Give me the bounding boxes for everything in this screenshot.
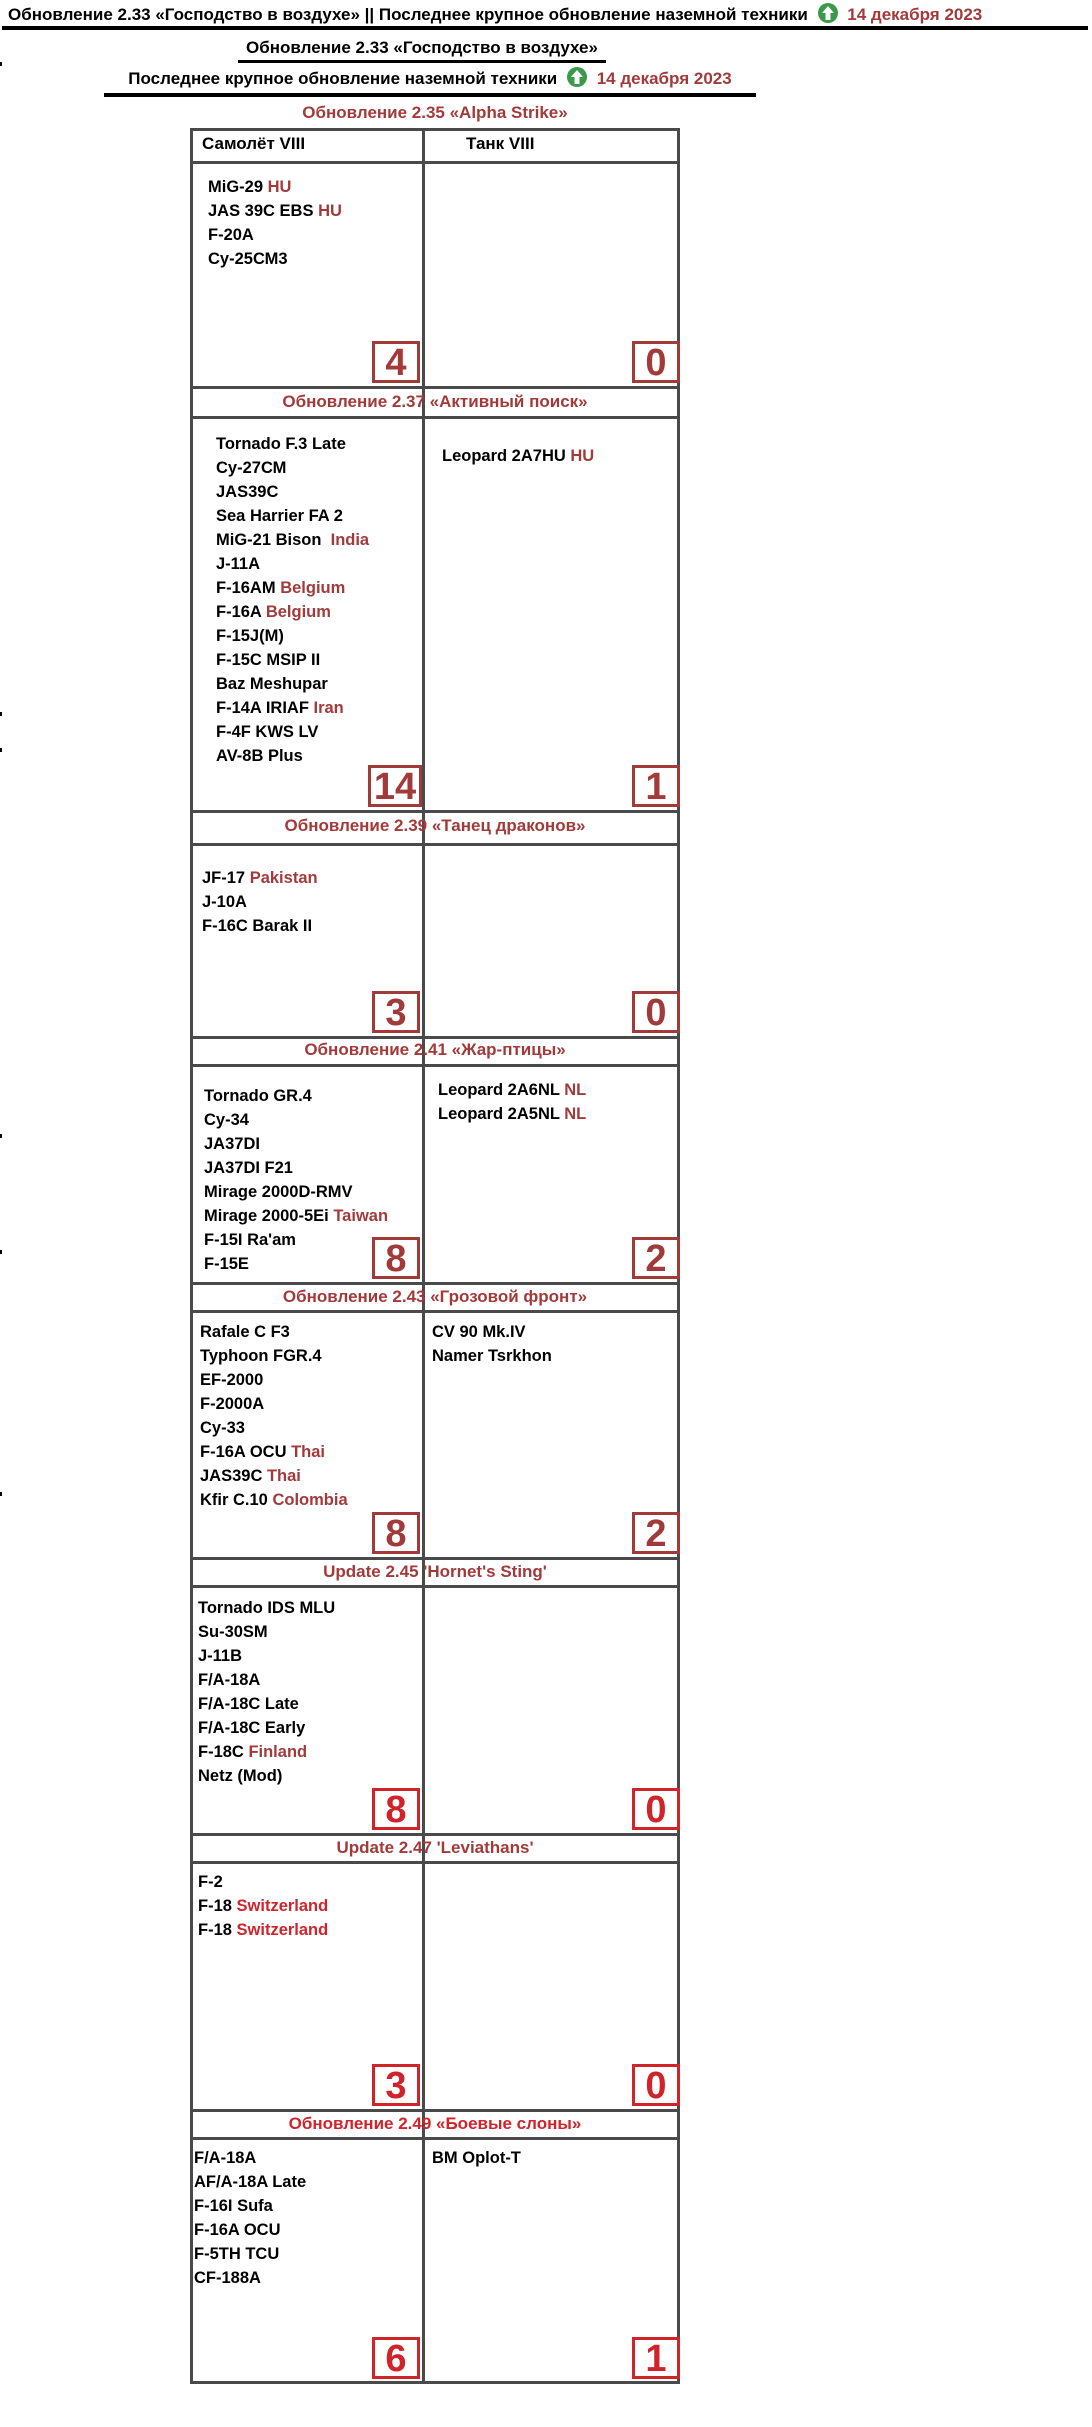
section-divider	[190, 1833, 680, 1836]
list-item: F-15J(M)	[216, 627, 284, 645]
section-divider	[190, 1310, 680, 1313]
aircraft-list	[198, 1596, 335, 1788]
aircraft-list	[194, 2146, 306, 2290]
list-item: Typhoon FGR.4	[200, 1347, 322, 1365]
aircraft-list	[216, 432, 369, 768]
update-label: Обновление 2.49 «Боевые слоны»	[288, 2114, 582, 2133]
list-item: F-4F KWS LV	[216, 723, 319, 741]
list-item: Sea Harrier FA 2	[216, 507, 343, 525]
tank-count: 0	[632, 341, 680, 383]
aircraft-count: 4	[372, 341, 420, 383]
tank-count: 0	[632, 2064, 680, 2106]
list-item: Mirage 2000-5Ei Taiwan	[204, 1207, 389, 1225]
list-item: AF/A-18A Late	[194, 2173, 307, 2191]
update-label: Обновление 2.43 «Грозовой фронт»	[282, 1287, 588, 1306]
list-item: JAS39C Thai	[200, 1467, 301, 1485]
list-item: EF-2000	[200, 1371, 264, 1389]
list-item: MiG-21 Bison India	[216, 531, 370, 549]
update-label: Update 2.47 'Leviathans'	[336, 1838, 534, 1857]
list-item: Su-30SM	[198, 1623, 268, 1641]
update-label: Обновление 2.37 «Активный поиск»	[282, 392, 588, 411]
page-title: Обновление 2.33 «Господство в воздухе» || Последнее крупное обновление наземной техники 14 декабря 2023	[8, 2, 982, 25]
tank-list	[442, 444, 594, 468]
list-item: MiG-29 HU	[208, 178, 292, 196]
list-item: J-11B	[198, 1647, 243, 1665]
list-item: F-16A OCU Thai	[200, 1443, 325, 1461]
list-item: Су-34	[204, 1111, 249, 1129]
column-header-aircraft: Самолёт VIII	[202, 134, 306, 153]
section-divider	[190, 1064, 680, 1067]
list-item: BM Oplot-T	[432, 2149, 521, 2167]
subtitle-date: 14 декабря 2023	[596, 69, 732, 88]
list-item: Leopard 2A6NL NL	[438, 1081, 587, 1099]
list-item: F/A-18A	[198, 1671, 261, 1689]
list-item: F-20A	[208, 226, 254, 244]
section-divider	[190, 1557, 680, 1560]
list-item: F-2	[198, 1873, 223, 1891]
aircraft-list	[202, 866, 318, 938]
list-item: F-16A Belgium	[216, 603, 331, 621]
list-item: F-16C Barak II	[202, 917, 313, 935]
aircraft-count: 6	[372, 2337, 420, 2379]
list-item: Tornado IDS MLU	[198, 1599, 336, 1617]
list-item: Tornado F.3 Late	[216, 435, 346, 453]
aircraft-count: 3	[372, 991, 420, 1033]
title-divider	[2, 26, 1088, 30]
list-item: F/A-18C Early	[198, 1719, 306, 1737]
list-item: Су-27СМ	[216, 459, 287, 477]
section-divider	[190, 2109, 680, 2112]
edge-mark	[0, 1250, 2, 1254]
edge-mark	[0, 1134, 2, 1138]
aircraft-count: 8	[372, 1237, 420, 1279]
aircraft-list	[198, 1870, 328, 1942]
section-divider	[190, 810, 680, 813]
column-divider	[422, 128, 425, 2384]
section-divider	[190, 1036, 680, 1039]
list-item: F-16I Sufa	[194, 2197, 273, 2215]
subtitle-ground-update: Последнее крупное обновление наземной техники 14 декабря 2023	[104, 66, 756, 97]
list-item: Leopard 2A5NL NL	[438, 1105, 587, 1123]
green-up-arrow-icon	[566, 66, 588, 88]
section-divider	[190, 843, 680, 846]
tank-list	[432, 1320, 552, 1368]
list-item: CF-188A	[194, 2269, 261, 2287]
section-divider	[190, 416, 680, 419]
list-item: JA37DI	[204, 1135, 260, 1153]
list-item: J-10A	[202, 893, 247, 911]
update-label: Обновление 2.35 «Alpha Strike»	[302, 103, 568, 122]
list-item: F-18 Switzerland	[198, 1897, 329, 1915]
tank-list	[432, 2146, 521, 2170]
tank-count: 1	[632, 765, 680, 807]
list-item: F/A-18C Late	[198, 1695, 299, 1713]
aircraft-count: 8	[372, 1512, 420, 1554]
tank-count: 2	[632, 1512, 680, 1554]
list-item: CV 90 Mk.IV	[432, 1323, 526, 1341]
edge-mark	[0, 62, 2, 66]
list-item: AV-8B Plus	[216, 747, 303, 765]
list-item: F/A-18A	[194, 2149, 257, 2167]
list-item: Mirage 2000D-RMV	[204, 1183, 353, 1201]
section-divider	[190, 2137, 680, 2140]
list-item: JF-17 Pakistan	[202, 869, 318, 887]
list-item: JAS39C	[216, 483, 279, 501]
list-item: F-16AM Belgium	[216, 579, 346, 597]
section-divider	[190, 1585, 680, 1588]
list-item: F-18 Switzerland	[198, 1921, 329, 1939]
section-divider	[190, 1282, 680, 1285]
list-item: Baz Meshupar	[216, 675, 328, 693]
list-item: Namer Tsrkhon	[432, 1347, 552, 1365]
list-item: F-15C MSIP II	[216, 651, 321, 669]
edge-mark	[0, 748, 2, 752]
edge-mark	[0, 712, 2, 716]
aircraft-count: 3	[372, 2064, 420, 2106]
list-item: JA37DI F21	[204, 1159, 293, 1177]
list-item: Су-33	[200, 1419, 245, 1437]
list-item: Rafale C F3	[200, 1323, 290, 1341]
aircraft-list	[208, 175, 342, 271]
list-item: F-15E	[204, 1255, 249, 1273]
list-item: F-5TH TCU	[194, 2245, 280, 2263]
subtitle-update: Обновление 2.33 «Господство в воздухе»	[238, 38, 606, 63]
aircraft-count: 14	[368, 765, 422, 807]
list-item: F-18C Finland	[198, 1743, 308, 1761]
aircraft-list	[200, 1320, 348, 1512]
edge-mark	[0, 1492, 2, 1496]
list-item: Netz (Mod)	[198, 1767, 283, 1785]
tank-count: 1	[632, 2337, 680, 2379]
tank-list	[438, 1078, 586, 1126]
aircraft-count: 8	[372, 1788, 420, 1830]
list-item: Су-25СМ3	[208, 250, 288, 268]
list-item: F-14A IRIAF Iran	[216, 699, 344, 717]
tank-count: 0	[632, 991, 680, 1033]
list-item: F-16A OCU	[194, 2221, 281, 2239]
green-up-arrow-icon	[817, 2, 839, 24]
tank-count: 2	[632, 1237, 680, 1279]
section-divider	[190, 1861, 680, 1864]
update-label: Обновление 2.41 «Жар-птицы»	[304, 1040, 566, 1059]
list-item: Kfir C.10 Colombia	[200, 1491, 348, 1509]
header-divider	[190, 161, 680, 164]
list-item: J-11A	[216, 555, 261, 573]
list-item: Tornado GR.4	[204, 1087, 312, 1105]
column-header-tank: Танк VIII	[466, 134, 535, 153]
list-item: Leopard 2A7HU HU	[442, 447, 595, 465]
update-label: Update 2.45 'Hornet's Sting'	[323, 1562, 547, 1581]
tank-count: 0	[632, 1788, 680, 1830]
aircraft-list	[204, 1084, 388, 1276]
title-date: 14 декабря 2023	[847, 5, 983, 24]
list-item: F-15I Ra'am	[204, 1231, 296, 1249]
section-divider	[190, 386, 680, 389]
list-item: JAS 39C EBS HU	[208, 202, 342, 220]
update-label: Обновление 2.39 «Танец драконов»	[284, 816, 586, 835]
list-item: F-2000A	[200, 1395, 265, 1413]
